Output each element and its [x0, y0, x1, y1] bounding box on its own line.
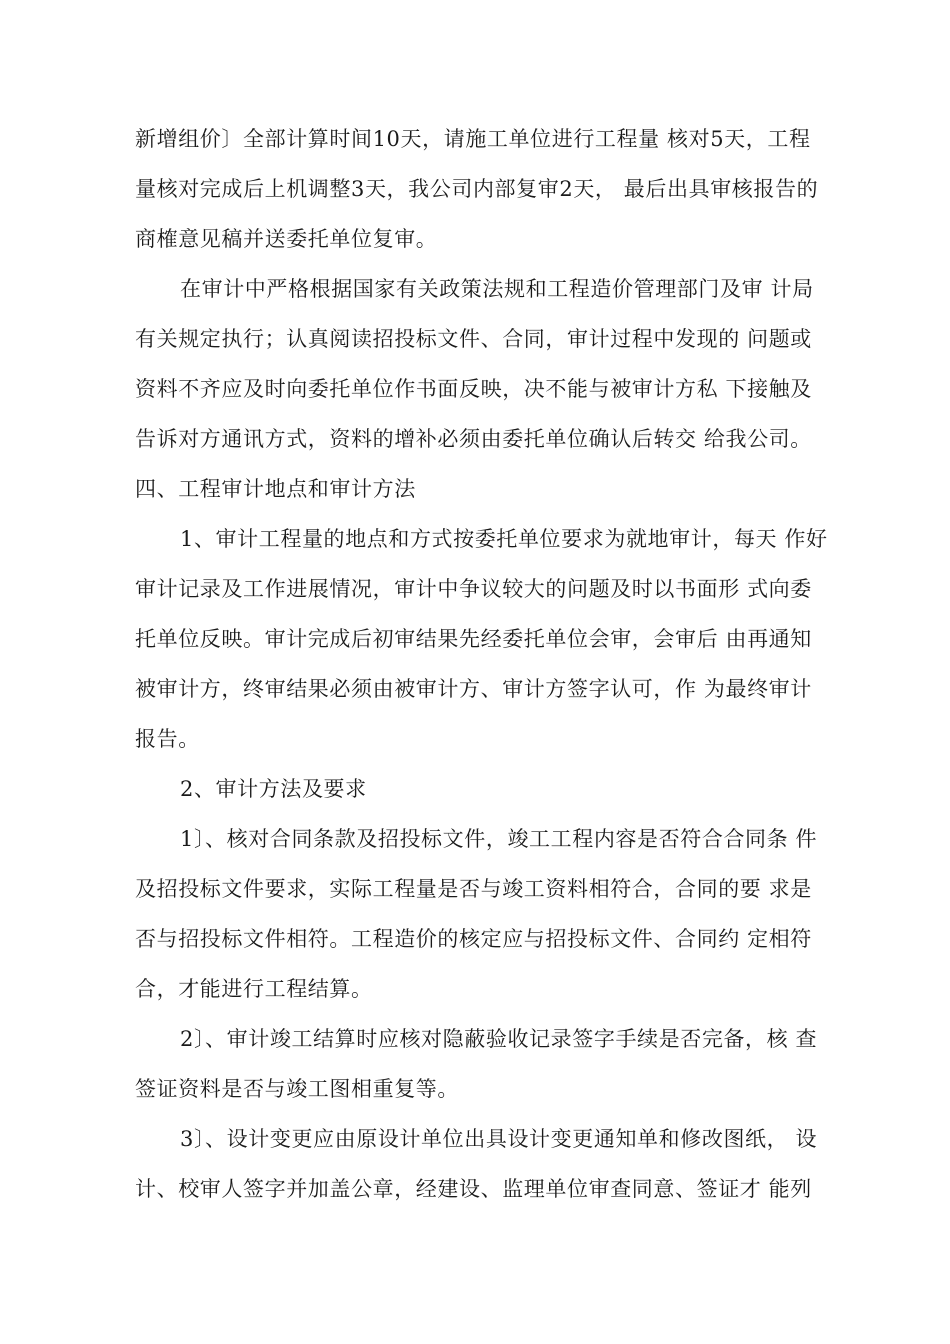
text-line: 量核对完成后上机调整3天，我公司内部复审2天， 最后出具审核报告的 — [135, 177, 819, 201]
text-line: 计、校审人签字并加盖公章，经建设、监理单位审查同意、签证才 能列 — [135, 1177, 812, 1201]
text-line: 商榷意见稿并送委托单位复审。 — [135, 227, 438, 251]
text-line: 2〕、审计竣工结算时应核对隐蔽验收记录签字手续是否完备，核 查 — [180, 1027, 818, 1051]
text-line: 托单位反映。审计完成后初审结果先经委托单位会审，会审后 由再通知 — [135, 627, 812, 651]
text-line: 新增组价〕全部计算时间10天，请施工单位进行工程量 核对5天，工程 — [135, 127, 811, 151]
subsection-heading: 2、审计方法及要求 — [180, 777, 367, 801]
text-line: 否与招投标文件相符。工程造价的核定应与招投标文件、合同约 定相符 — [135, 927, 812, 951]
text-line: 签证资料是否与竣工图相重复等。 — [135, 1077, 459, 1101]
text-line: 3〕、设计变更应由原设计单位出具设计变更通知单和修改图纸， 设 — [180, 1127, 818, 1151]
text-line: 资料不齐应及时向委托单位作书面反映，决不能与被审计方私 下接触及 — [135, 377, 812, 401]
text-line: 报告。 — [135, 727, 200, 751]
text-line: 1、审计工程量的地点和方式按委托单位要求为就地审计，每天 作好 — [180, 527, 828, 551]
text-line: 有关规定执行；认真阅读招投标文件、合同，审计过程中发现的 问题或 — [135, 327, 812, 351]
section-heading: 四、工程审计地点和审计方法 — [135, 477, 416, 501]
text-line: 审计记录及工作进展情况，审计中争议较大的问题及时以书面形 式向委 — [135, 577, 812, 601]
text-line: 告诉对方通讯方式，资料的增补必须由委托单位确认后转交 给我公司。 — [135, 427, 812, 451]
text-line: 在审计中严格根据国家有关政策法规和工程造价管理部门及审 计局 — [180, 277, 814, 301]
text-line: 1〕、核对合同条款及招投标文件，竣工工程内容是否符合合同条 件 — [180, 827, 818, 851]
text-line: 及招投标文件要求，实际工程量是否与竣工资料相符合，合同的要 求是 — [135, 877, 812, 901]
text-line: 被审计方，终审结果必须由被审计方、审计方签字认可，作 为最终审计 — [135, 677, 812, 701]
text-line: 合，才能进行工程结算。 — [135, 977, 373, 1001]
